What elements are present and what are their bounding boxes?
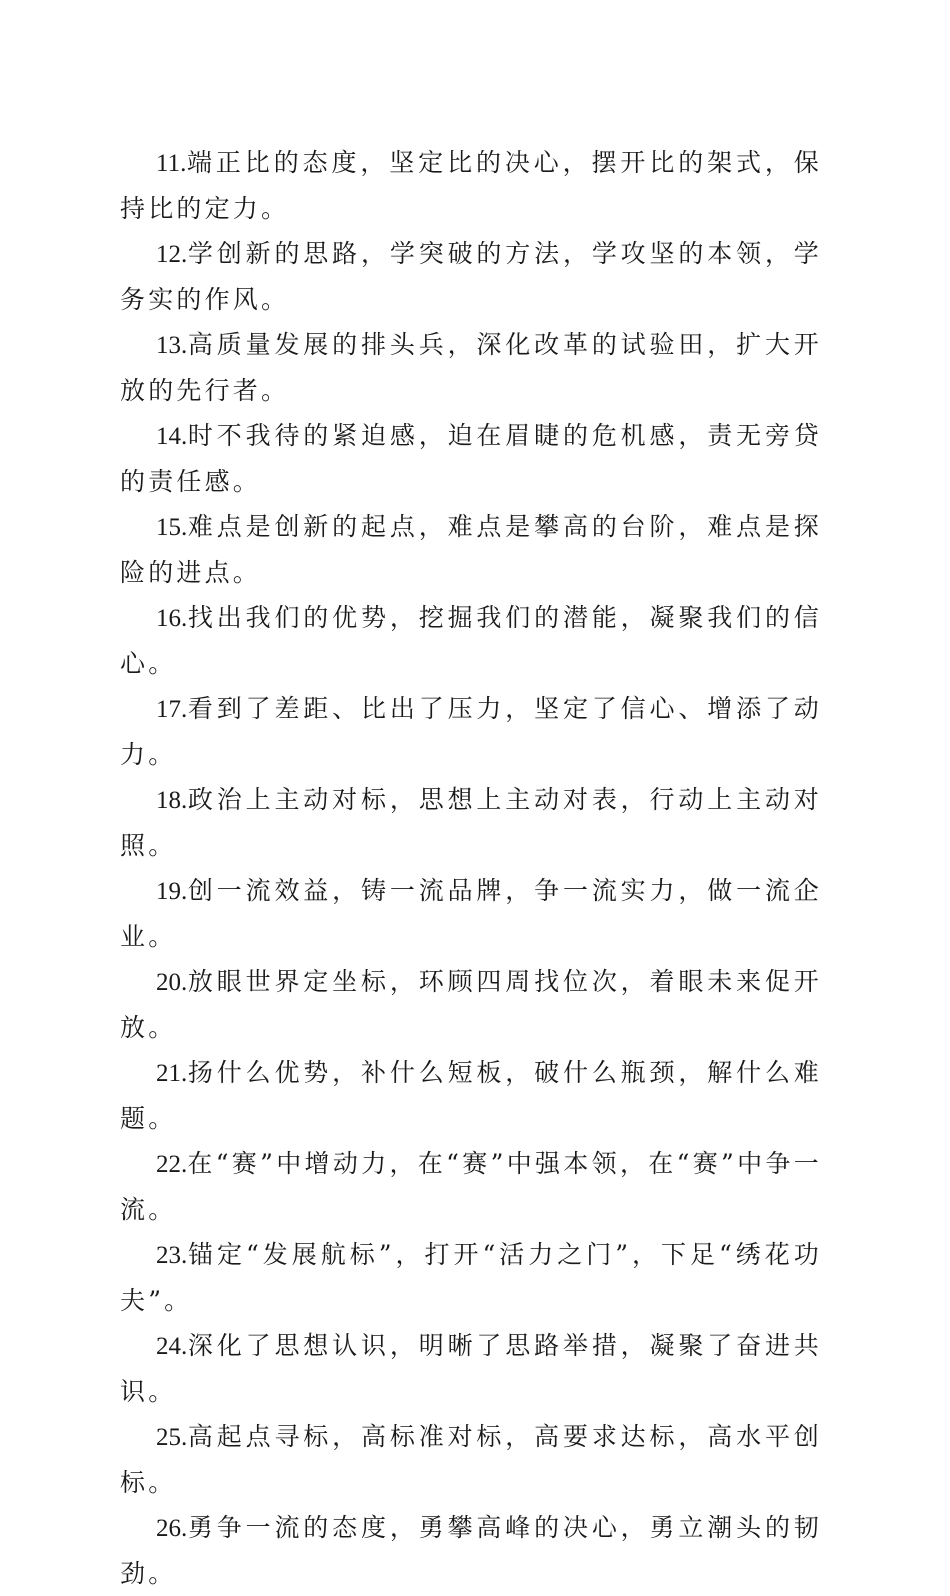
item-text: 创一流效益，铸一流品牌，争一流实力，做一流企业。 [120, 876, 822, 951]
list-item [120, 686, 822, 777]
item-number: 22. [156, 1151, 188, 1178]
item-number: 14. [156, 423, 188, 450]
item-text: 勇争一流的态度，勇攀高峰的决心，勇立潮头的韧劲。 [120, 1513, 822, 1588]
item-text: 扬什么优势，补什么短板，破什么瓶颈，解什么难题。 [120, 1058, 822, 1133]
list-item [120, 1505, 822, 1596]
list-item [120, 1323, 822, 1414]
list-item [120, 1050, 822, 1141]
item-text: 看到了差距、比出了压力，坚定了信心、增添了动力。 [120, 694, 822, 769]
list-item [120, 1141, 822, 1232]
item-text: 难点是创新的起点，难点是攀高的台阶，难点是探险的进点。 [120, 512, 822, 587]
list-item [120, 1232, 822, 1323]
item-text: 找出我们的优势，挖掘我们的潜能，凝聚我们的信心。 [120, 603, 822, 678]
item-text: 端正比的态度，坚定比的决心，摆开比的架式，保持比的定力。 [120, 148, 822, 223]
item-text: 放眼世界定坐标，环顾四周找位次，着眼未来促开放。 [120, 967, 822, 1042]
item-text: 时不我待的紧迫感，迫在眉睫的危机感，责无旁贷的责任感。 [120, 421, 822, 496]
item-number: 25. [156, 1424, 188, 1451]
list-item [120, 322, 822, 413]
item-text: 高质量发展的排头兵，深化改革的试验田，扩大开放的先行者。 [120, 330, 822, 405]
item-number: 19. [156, 878, 188, 905]
item-number: 18. [156, 787, 188, 814]
list-item [120, 1414, 822, 1505]
item-text: 锚定“发展航标”，打开“活力之门”，下足“绣花功夫”。 [120, 1240, 822, 1315]
list-item [120, 504, 822, 595]
list-item [120, 959, 822, 1050]
item-number: 26. [156, 1515, 188, 1542]
list-item [120, 777, 822, 868]
document-page [120, 140, 822, 1596]
list-item [120, 595, 822, 686]
item-number: 15. [156, 514, 188, 541]
list-item [120, 868, 822, 959]
item-number: 23. [156, 1242, 188, 1269]
list-item [120, 140, 822, 231]
item-number: 21. [156, 1060, 188, 1087]
item-text: 在“赛”中增动力，在“赛”中强本领，在“赛”中争一流。 [120, 1149, 822, 1224]
item-text: 高起点寻标，高标准对标，高要求达标，高水平创标。 [120, 1422, 822, 1497]
item-text: 深化了思想认识，明晰了思路举措，凝聚了奋进共识。 [120, 1331, 822, 1406]
item-text: 学创新的思路，学突破的方法，学攻坚的本领，学务实的作风。 [120, 239, 822, 314]
list-item [120, 231, 822, 322]
item-number: 13. [156, 332, 188, 359]
item-number: 12. [156, 241, 188, 268]
list-item [120, 413, 822, 504]
item-number: 17. [156, 696, 188, 723]
item-number: 24. [156, 1333, 188, 1360]
item-number: 20. [156, 969, 188, 996]
item-text: 政治上主动对标，思想上主动对表，行动上主动对照。 [120, 785, 822, 860]
item-number: 11. [156, 150, 187, 177]
item-number: 16. [156, 605, 188, 632]
